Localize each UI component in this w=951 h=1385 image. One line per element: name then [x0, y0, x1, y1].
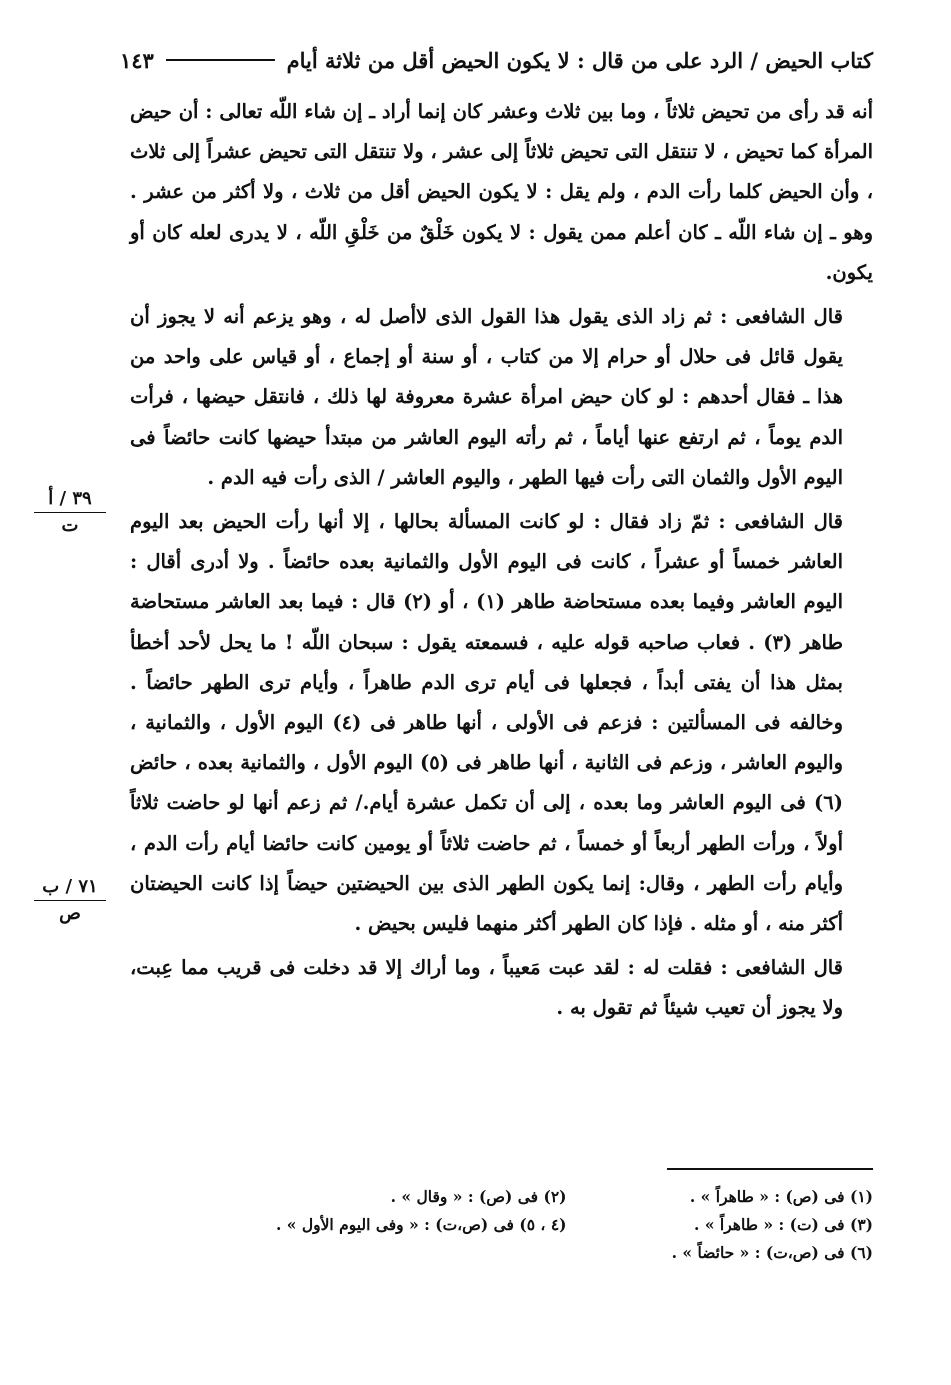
page-number: ١٤٣ [120, 47, 154, 73]
margin-note-manuscript-ta [34, 488, 106, 537]
footnote-1: (١) فى (ص) : « طاهراً » . [689, 1187, 873, 1206]
footnote-2: (٢) فى (ص) : « وقال » . [390, 1187, 567, 1206]
footnote-3: (٣) فى (ت) : « طاهراً » . [694, 1215, 873, 1234]
paragraph-4 [130, 948, 873, 1028]
margin-note-manuscript-sad [34, 876, 106, 925]
paragraph-text: أنه قد رأى من تحيض ثلاثاً ، وما بين ثلاث وعشر كان إنما أراد ـ إن شاء اللّه تعالى : أن حيض المرأة كما تحيض ، لا تنتقل التى تحيض ثلاثاً إلى عشر ، ولا تنتقل التى تحيض عشراً إلى ثلاث ، وأن الحيض كلما رأت الدم ، ولم يقل : لا يكون الحيض أقل من ثلاث ، ولا أكثر من عشر . وهو ـ إن شاء اللّه ـ كان أعلم ممن يقول : لا يكون خَلْقٌ من خَلْقِ اللّه ، لا يدرى لعله كان أو يكون. [130, 100, 873, 284]
paragraph-3 [130, 502, 873, 944]
running-title: كتاب الحيض / الرد على من قال : لا يكون الحيض أقل من ثلاثة أيام [286, 47, 873, 73]
footnote-row [260, 1183, 873, 1211]
footnotes [260, 1183, 873, 1267]
paragraph-text: ثمّ زاد فقال : لو كانت المسألة بحالها ، إلا أنها رأت الحيض بعد اليوم العاشر خمساً أو عشراً ، كانت فى اليوم الأول والثمانية بعده حائضاً . ولا أدرى أقال : اليوم العاشر وفيما بعده مستحاضة طاهر (١) ، أو (٢) قال : فيما بعد العاشر مستحاضة طاهر (٣) . فعاب صاحبه قوله عليه ، فسمعته يقول : سبحان اللّه ! ما يحل لأحد أخطأ بمثل هذا أن يفتى أبداً ، فجعلها فى أيام ترى الدم طاهراً ، وأيام ترى الطهر حائضاً . وخالفه فى المسألتين : فزعم فى الأولى ، أنها طاهر فى (٤) اليوم الأول ، والثمانية ، واليوم العاشر ، وزعم فى الثانية ، أنها طاهر فى (٥) اليوم الأول ، والثمانية بعده ، حائض (٦) فى اليوم العاشر وما بعده ، إلى أن تكمل عشرة أيام./ ثم زعم أنها لو حاضت ثلاثاً أولاً ، ورأت الطهر أربعاً أو خمساً ، ثم حاضت ثلاثاً أو يومين كانت حائضا أيام رأت الدم ، وأيام رأت الطهر ، وقال: إنما يكون الطهر الذى بين الحيضتين حيضاً إذا كانت الحيضتان أكثر منه ، أو مثله . فإذا كان الطهر أكثر منهما فليس بحيض . [130, 510, 843, 936]
paragraph-text: ثم زاد الذى يقول هذا القول الذى لاأصل له ، وهو يزعم أنه لا يجوز أن يقول قائل فى حلال أو حرام إلا من كتاب ، أو سنة أو إجماع ، أو قياس على واحد من هذا ـ فقال أحدهم : لو كان حيض امرأة عشرة معروفة لها ذلك ، فانتقل حيضها ، فرأت الدم يوماً ، ثم ارتفع عنها أياماً ، ثم رأته اليوم العاشر من مبتدأ حيضها كانت حائضاً فى اليوم الأول والثمان التى رأت فيها الطهر ، واليوم العاشر / الذى رأت فيه الدم . [130, 305, 843, 489]
speaker-label: قال الشافعى : [720, 305, 843, 329]
running-header [120, 40, 873, 80]
paragraph-2 [130, 297, 873, 498]
speaker-label: قال الشافعى : [718, 510, 843, 534]
margin-note-siglum: ص [59, 903, 81, 924]
footnote-separator [667, 1168, 873, 1170]
margin-note-siglum: ت [61, 515, 79, 536]
footnote-row [260, 1211, 873, 1239]
margin-note-folio: ٣٩ / أ [34, 488, 106, 513]
header-rule [166, 59, 275, 61]
main-text [130, 92, 873, 1029]
footnote-6: (٦) فى (ص،ت) : « حائضاً » . [671, 1243, 873, 1262]
margin-note-folio: ٧١ / ب [34, 876, 106, 901]
paragraph-1 [130, 92, 873, 293]
footnote-row [260, 1239, 873, 1267]
speaker-label: قال الشافعى : [720, 956, 844, 980]
footnote-4-5: (٤ ، ٥) فى (ص،ت) : « وفى اليوم الأول » . [275, 1215, 567, 1234]
paragraph-text: فقلت له : لقد عبت مَعيباً ، وما أراك إلا قد دخلت فى قريب مما عِبت، ولا يجوز أن تعيب شيئاً ثم تقول به . [130, 956, 843, 1020]
